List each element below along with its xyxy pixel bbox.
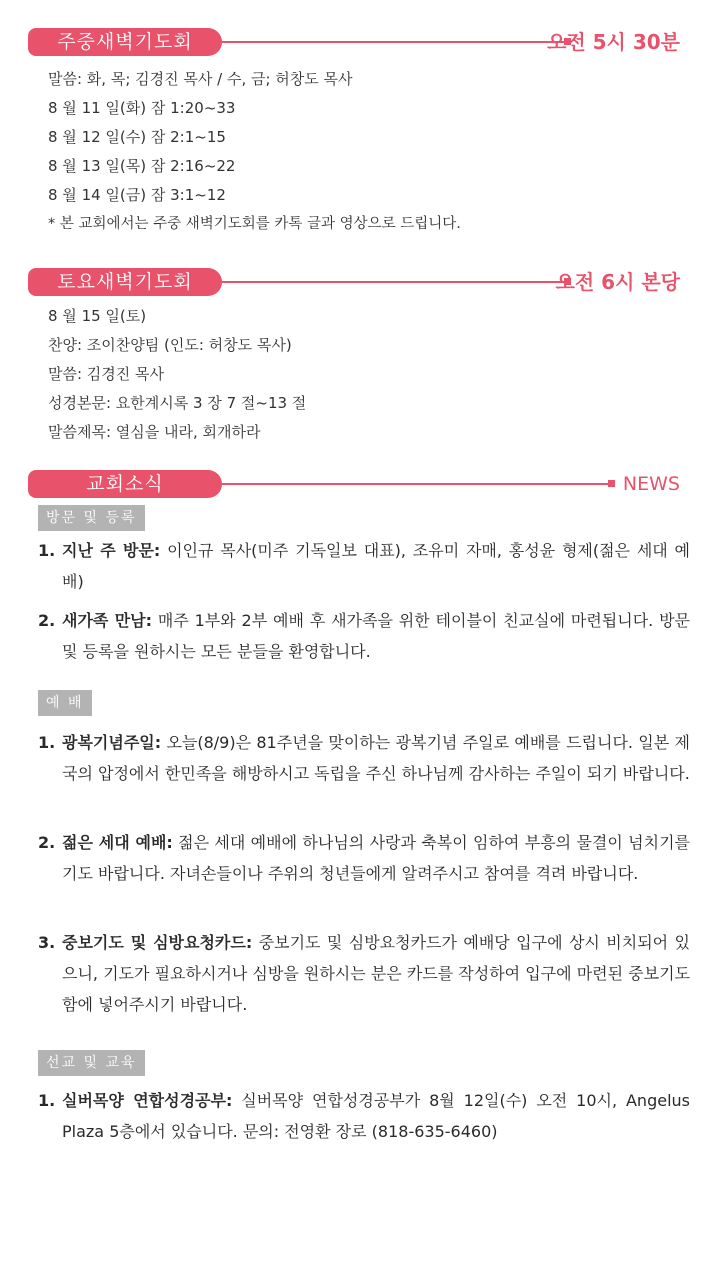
item-text: 이인규 목사(미주 기독일보 대표), 조유미 자매, 홍성윤 형제(젊은 세대 예배) xyxy=(62,541,690,591)
weekday-dawn-line: 8 월 13 일(목) 잠 2:16~22 xyxy=(48,157,236,175)
item-number: 2. xyxy=(38,833,56,852)
item-lead: 새가족 만남: xyxy=(62,611,153,630)
news-item xyxy=(38,535,690,597)
news-item xyxy=(38,827,690,889)
item-lead: 지난 주 방문: xyxy=(62,541,161,560)
news-item xyxy=(38,1085,690,1147)
item-text: 오늘(8/9)은 81주년을 맞이하는 광복기념 주일로 예배를 드립니다. 일본 제국의 압정에서 한민족을 해방하시고 독립을 주신 하나님께 감사하는 주일이 되기 바랍니다. xyxy=(62,733,690,783)
header-rule xyxy=(222,281,564,283)
header-rule-dot xyxy=(608,480,615,487)
weekday-dawn-line: 말씀: 화, 목; 김경진 목사 / 수, 금; 허창도 목사 xyxy=(48,70,353,88)
news-item xyxy=(38,605,690,667)
item-lead: 젊은 세대 예배: xyxy=(62,833,173,852)
news-header xyxy=(28,470,688,500)
weekday-dawn-time: 오전 5시 30분 xyxy=(547,30,680,54)
item-text: 실버목양 연합성경공부가 8월 12일(수) 오전 10시, Angelus Plaza 5층에서 있습니다. 문의: 전영환 장로 (818-635-6460) xyxy=(62,1091,690,1141)
item-number: 1. xyxy=(38,541,56,560)
item-number: 2. xyxy=(38,611,56,630)
item-number: 3. xyxy=(38,933,56,952)
weekday-dawn-line: 8 월 14 일(금) 잠 3:1~12 xyxy=(48,186,226,204)
item-number: 1. xyxy=(38,1091,56,1110)
saturday-dawn-title: 토요새벽기도회 xyxy=(28,268,222,296)
news-tag: NEWS xyxy=(622,473,680,495)
weekday-dawn-note: * 본 교회에서는 주중 새벽기도회를 카톡 글과 영상으로 드립니다. xyxy=(48,216,461,232)
item-text: 매주 1부와 2부 예배 후 새가족을 위한 테이블이 친교실에 마련됩니다. 방문 및 등록을 원하시는 모든 분들을 환영합니다. xyxy=(62,611,690,661)
saturday-dawn-line: 8 월 15 일(토) xyxy=(48,307,147,325)
item-lead: 광복기념주일: xyxy=(62,733,162,752)
item-number: 1. xyxy=(38,733,56,752)
mission-education-label: 선교 및 교육 xyxy=(38,1050,145,1076)
header-rule xyxy=(222,41,564,43)
news-item xyxy=(38,927,690,1020)
saturday-dawn-line: 말씀제목: 열심을 내라, 회개하라 xyxy=(48,423,261,441)
saturday-dawn-line: 말씀: 김경진 목사 xyxy=(48,365,165,383)
visit-registration-label: 방문 및 등록 xyxy=(38,505,145,531)
news-item xyxy=(38,727,690,789)
weekday-dawn-line: 8 월 11 일(화) 잠 1:20~33 xyxy=(48,99,236,117)
saturday-dawn-line: 성경본문: 요한계시록 3 장 7 절~13 절 xyxy=(48,394,307,412)
item-text: 젊은 세대 예배에 하나님의 사랑과 축복이 임하여 부흥의 물결이 넘치기를 기도 바랍니다. 자녀손들이나 주위의 청년들에게 알려주시고 참여를 격려 바랍니다. xyxy=(62,833,690,883)
item-lead: 중보기도 및 심방요청카드: xyxy=(62,933,253,952)
header-rule xyxy=(222,483,610,485)
saturday-dawn-time: 오전 6시 본당 xyxy=(555,270,680,294)
item-text: 중보기도 및 심방요청카드가 예배당 입구에 상시 비치되어 있으니, 기도가 필요하시거나 심방을 원하시는 분은 카드를 작성하여 입구에 마련된 중보기도함에 넣어주시기 바랍니다. xyxy=(62,933,690,1014)
weekday-dawn-line: 8 월 12 일(수) 잠 2:1~15 xyxy=(48,128,226,146)
news-title: 교회소식 xyxy=(28,470,222,498)
saturday-dawn-header xyxy=(28,268,688,298)
weekday-dawn-title: 주중새벽기도회 xyxy=(28,28,222,56)
weekday-dawn-header xyxy=(28,28,688,58)
saturday-dawn-line: 찬양: 조이찬양팀 (인도: 허창도 목사) xyxy=(48,336,292,354)
item-lead: 실버목양 연합성경공부: xyxy=(62,1091,233,1110)
worship-label: 예 배 xyxy=(38,690,92,716)
